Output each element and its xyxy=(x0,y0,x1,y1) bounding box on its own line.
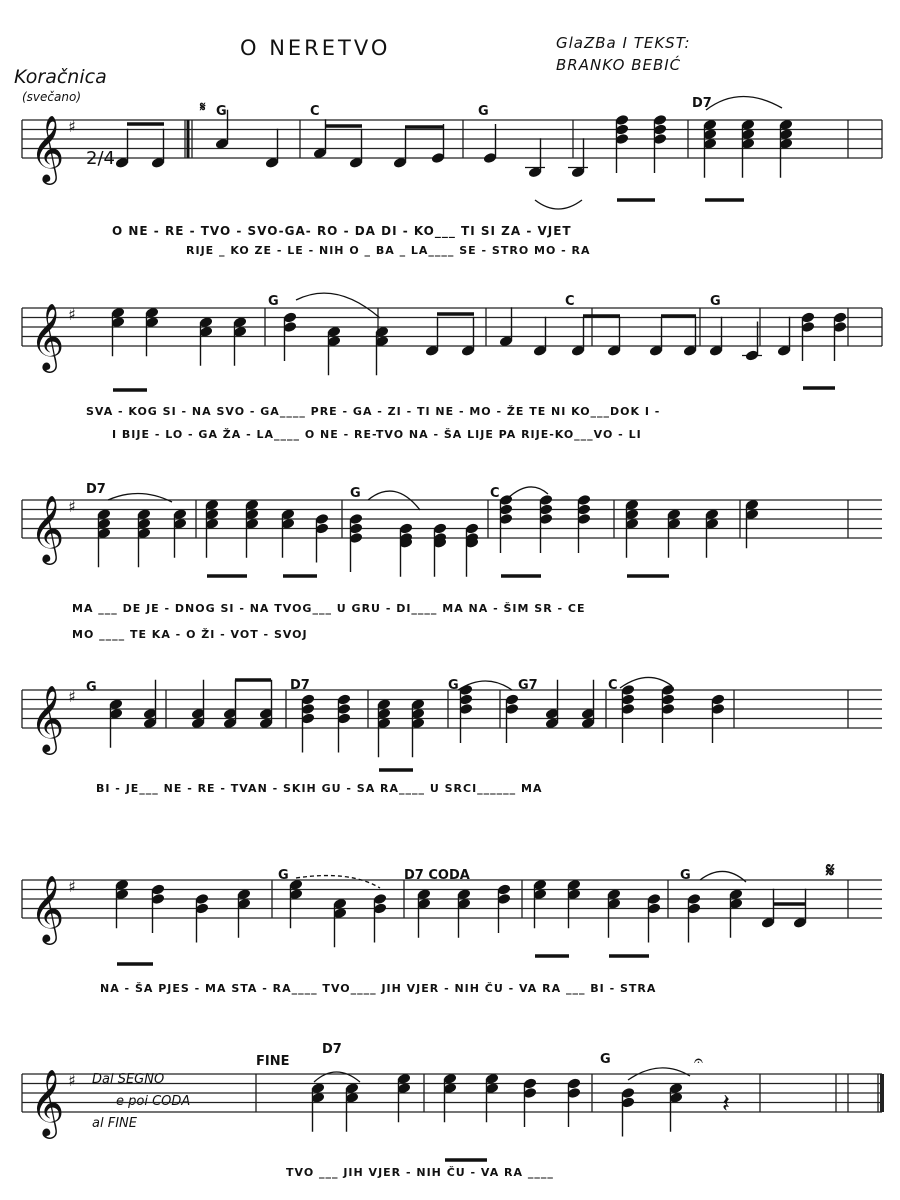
fermata-icon: 𝄐 xyxy=(694,1051,703,1070)
chord-symbol: C xyxy=(608,678,618,693)
chord-symbol: C xyxy=(310,104,320,119)
chord-symbol: G xyxy=(268,294,279,309)
tempo-marking: Koračnica xyxy=(14,66,107,88)
lyric-line: TVO ___ JIH VJER - NIH ČU - VA RA ____ xyxy=(286,1166,554,1179)
chord-symbol: G7 xyxy=(518,678,538,693)
lyric-line: NA - ŠA PJES - MA STA - RA____ TVO____ JIH VJER - NIH ČU - VA RA ___ BI - STRA xyxy=(100,982,657,995)
chord-symbol: G xyxy=(86,680,97,695)
lyric-line: O NE - RE - TVO - SVO-GA- RO - DA DI - KO___ TI SI ZA - VJET xyxy=(112,224,572,238)
slur xyxy=(706,96,782,110)
chord-symbol: G xyxy=(478,104,489,119)
sharp-icon: ♯ xyxy=(68,1071,76,1090)
chord-symbol: G xyxy=(600,1052,611,1067)
chord-symbol: G xyxy=(680,868,691,883)
slur xyxy=(108,493,172,502)
dal-segno-text: al FINE xyxy=(92,1116,137,1131)
segno-mark: 𝄋 xyxy=(826,858,835,882)
treble-clef-icon: 𝄞 xyxy=(30,494,65,562)
lyric-line: MO ____ TE KA - O ŽI - VOT - SVOJ xyxy=(72,628,308,641)
time-signature: 2/4 xyxy=(86,148,115,169)
lyric-line: MA ___ DE JE - DNOG SI - NA TVOG___ U GRU - DI____ MA NA - ŠIM SR - CE xyxy=(72,602,586,615)
tempo-note: (svečano) xyxy=(22,90,81,104)
chord-symbol: G xyxy=(216,104,227,119)
slur xyxy=(508,487,548,498)
treble-clef-icon: 𝄞 xyxy=(30,874,65,942)
quarter-rest-icon: 𝄽 xyxy=(722,1089,730,1119)
chord-symbol: C xyxy=(565,294,575,309)
sharp-icon: ♯ xyxy=(68,687,76,706)
dal-segno-text: e poi CODA xyxy=(116,1094,191,1109)
credit-line-1: GlaZBa I TEKST: xyxy=(556,34,691,52)
fine-marking: FINE xyxy=(256,1054,290,1069)
credit-line-2: BRANKO BEBIĆ xyxy=(556,56,682,74)
song-title: O NERETVO xyxy=(240,36,391,60)
chord-symbol: G xyxy=(278,868,289,883)
slur xyxy=(296,293,380,318)
lyric-line: I BIJE - LO - GA ŽA - LA____ O NE - RE-TVO NA - ŠA LIJE PA RIJE-KO___VO - LI xyxy=(112,428,642,441)
chord-symbol: G xyxy=(710,294,721,309)
treble-clef-icon: 𝄞 xyxy=(30,684,65,752)
tie xyxy=(296,876,380,888)
chord-symbol: D7 xyxy=(322,1042,342,1057)
lyric-line: RIJE _ KO ZE - LE - NIH O _ BA _ LA____ SE - STRO MO - RA xyxy=(186,244,591,257)
sharp-icon: ♯ xyxy=(68,877,76,896)
sharp-icon: ♯ xyxy=(68,497,76,516)
dal-segno-text: Dal SEGNO xyxy=(92,1072,165,1087)
chord-symbol: C xyxy=(490,486,500,501)
lyric-line: SVA - KOG SI - NA SVO - GA____ PRE - GA - ZI - TI NE - MO - ŽE TE NI KO___DOK I - xyxy=(86,405,661,418)
chord-symbol: D7 xyxy=(692,96,712,111)
treble-clef-icon: 𝄞 xyxy=(30,1068,65,1136)
treble-clef-icon: 𝄞 xyxy=(30,302,65,370)
chord-symbol: D7 xyxy=(290,678,310,693)
chord-symbol: D7 xyxy=(86,482,106,497)
sharp-icon: ♯ xyxy=(68,117,76,136)
treble-clef-icon: 𝄞 xyxy=(30,114,65,182)
segno-mark: 𝄋 xyxy=(200,100,206,115)
lyric-line: BI - JE___ NE - RE - TVAN - SKIH GU - SA RA____ U SRCI______ MA xyxy=(96,782,543,795)
chord-symbol: G xyxy=(350,486,361,501)
chord-symbol: G xyxy=(448,678,459,693)
tie xyxy=(535,200,582,209)
coda-chord-symbol: D7 CODA xyxy=(404,868,470,883)
sharp-icon: ♯ xyxy=(68,305,76,324)
